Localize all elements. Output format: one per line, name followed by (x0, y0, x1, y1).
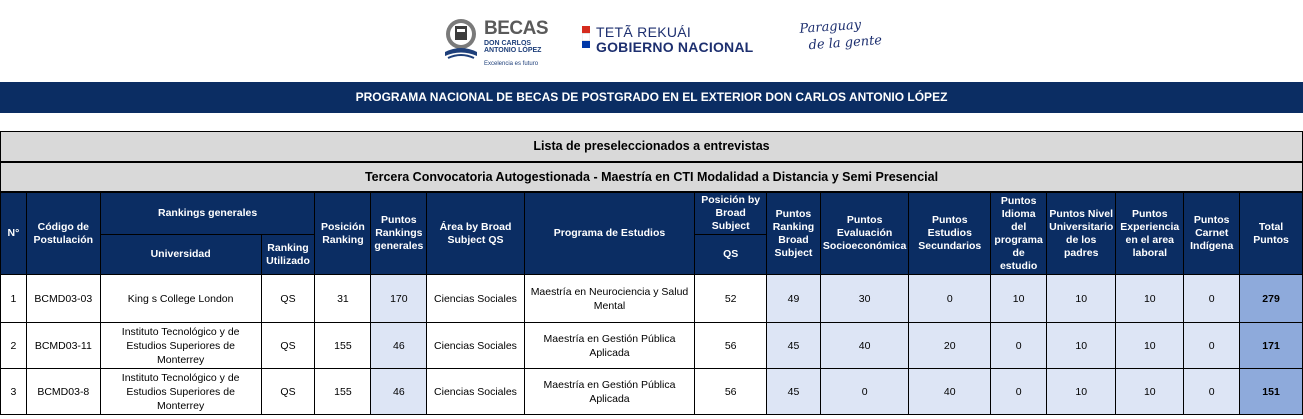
header-programa: Programa de Estudios (524, 193, 695, 275)
cell-puntos-idioma: 0 (991, 369, 1047, 415)
cell-puntos-secundarios: 0 (909, 275, 991, 323)
header-puntos-broad: Puntos Ranking Broad Subject (767, 193, 821, 275)
header-posicion-ranking: Posición Ranking (315, 193, 371, 275)
cell-posicion-broad: 52 (695, 275, 767, 323)
cell-puntos-padres: 10 (1047, 323, 1116, 369)
cell-posicion: 31 (315, 275, 371, 323)
cell-puntos-rank: 170 (371, 275, 427, 323)
cell-puntos-broad: 45 (767, 323, 821, 369)
becas-logo-title: BECAS (484, 18, 549, 39)
cell-puntos-socio: 0 (820, 369, 908, 415)
cell-puntos-carnet: 0 (1184, 323, 1240, 369)
header-area: Área by Broad Subject QS (427, 193, 524, 275)
government-logo-line1: TETÃ REKUÁI (596, 24, 692, 40)
government-logo-line2: GOBIERNO NACIONAL (596, 39, 754, 55)
header-codigo: Código de Postulación (26, 193, 100, 275)
cell-ranking: QS (261, 369, 315, 415)
cell-area: Ciencias Sociales (427, 323, 524, 369)
cell-puntos-carnet: 0 (1184, 275, 1240, 323)
cell-puntos-padres: 10 (1047, 369, 1116, 415)
cell-puntos-idioma: 0 (991, 323, 1047, 369)
header-puntos-rankings: Puntos Rankings generales (371, 193, 427, 275)
cell-puntos-carnet: 0 (1184, 369, 1240, 415)
cell-posicion: 155 (315, 369, 371, 415)
header-puntos-idioma: Puntos Idioma del programa de estudio (991, 193, 1047, 275)
cell-puntos-padres: 10 (1047, 275, 1116, 323)
header-total: Total Puntos (1240, 193, 1303, 275)
flag-bars-icon (582, 26, 590, 48)
cell-puntos-rank: 46 (371, 369, 427, 415)
cell-area: Ciencias Sociales (427, 369, 524, 415)
cell-posicion-broad: 56 (695, 323, 767, 369)
cell-puntos-broad: 45 (767, 369, 821, 415)
cell-programa: Maestría en Gestión Pública Aplicada (524, 323, 695, 369)
cell-puntos-experiencia: 10 (1116, 323, 1184, 369)
cell-puntos-socio: 30 (820, 275, 908, 323)
header-puntos-socio: Puntos Evaluación Socioeconómica (820, 193, 908, 275)
cell-programa: Maestría en Gestión Pública Aplicada (524, 369, 695, 415)
list-title: Lista de preseleccionados a entrevistas (0, 131, 1303, 162)
logo-header (0, 0, 1303, 82)
becas-logo-subtitle: DON CARLOS ANTONIO LÓPEZ (484, 40, 542, 54)
header-posicion-broad: Posición by Broad Subject (695, 193, 767, 235)
cell-codigo: BCMD03-8 (26, 369, 100, 415)
table-row (1, 275, 1303, 323)
cell-programa: Maestría en Neurociencia y Salud Mental (524, 275, 695, 323)
cell-num: 1 (1, 275, 27, 323)
header-num: N° (1, 193, 27, 275)
cell-posicion: 155 (315, 323, 371, 369)
cell-total: 151 (1240, 369, 1303, 415)
cell-posicion-broad: 56 (695, 369, 767, 415)
cell-ranking: QS (261, 323, 315, 369)
header-universidad: Universidad (100, 235, 261, 275)
cell-puntos-experiencia: 10 (1116, 369, 1184, 415)
cell-puntos-experiencia: 10 (1116, 275, 1184, 323)
becas-logo (440, 14, 550, 66)
header-rankings-generales: Rankings generales (100, 193, 315, 235)
becas-logo-tagline: Excelencia es futuro (484, 61, 539, 67)
becas-seal-icon (440, 16, 482, 62)
table-row (1, 369, 1303, 415)
header-qs: QS (695, 235, 767, 275)
cell-universidad: Instituto Tecnológico y de Estudios Superiores de Monterrey (100, 323, 261, 369)
cell-puntos-secundarios: 20 (909, 323, 991, 369)
header-puntos-carnet: Puntos Carnet Indígena (1184, 193, 1240, 275)
cell-puntos-secundarios: 40 (909, 369, 991, 415)
program-banner: PROGRAMA NACIONAL DE BECAS DE POSTGRADO EN EL EXTERIOR DON CARLOS ANTONIO LÓPEZ (0, 82, 1303, 113)
paraguay-logo-line1: Paraguay (798, 17, 862, 37)
cell-area: Ciencias Sociales (427, 275, 524, 323)
cell-puntos-socio: 40 (820, 323, 908, 369)
cell-num: 3 (1, 369, 27, 415)
cell-puntos-rank: 46 (371, 323, 427, 369)
header-puntos-secundarios: Puntos Estudios Secundarios (909, 193, 991, 275)
cell-puntos-broad: 49 (767, 275, 821, 323)
table-header-row (1, 193, 1303, 235)
call-title: Tercera Convocatoria Autogestionada - Maestría en CTI Modalidad a Distancia y Semi Presencial (0, 162, 1303, 192)
cell-codigo: BCMD03-11 (26, 323, 100, 369)
paraguay-de-la-gente-logo (799, 15, 883, 55)
header-puntos-experiencia: Puntos Experiencia en el area laboral (1116, 193, 1184, 275)
table-row (1, 323, 1303, 369)
preselected-table (0, 192, 1303, 415)
header-puntos-padres: Puntos Nivel Universitario de los padres (1047, 193, 1116, 275)
cell-total: 171 (1240, 323, 1303, 369)
cell-universidad: Instituto Tecnológico y de Estudios Superiores de Monterrey (100, 369, 261, 415)
header-ranking-utilizado: Ranking Utilizado (261, 235, 315, 275)
cell-num: 2 (1, 323, 27, 369)
cell-codigo: BCMD03-03 (26, 275, 100, 323)
cell-universidad: King s College London (100, 275, 261, 323)
paraguay-logo-line2: de la gente (808, 33, 883, 54)
cell-total: 279 (1240, 275, 1303, 323)
cell-puntos-idioma: 10 (991, 275, 1047, 323)
cell-ranking: QS (261, 275, 315, 323)
